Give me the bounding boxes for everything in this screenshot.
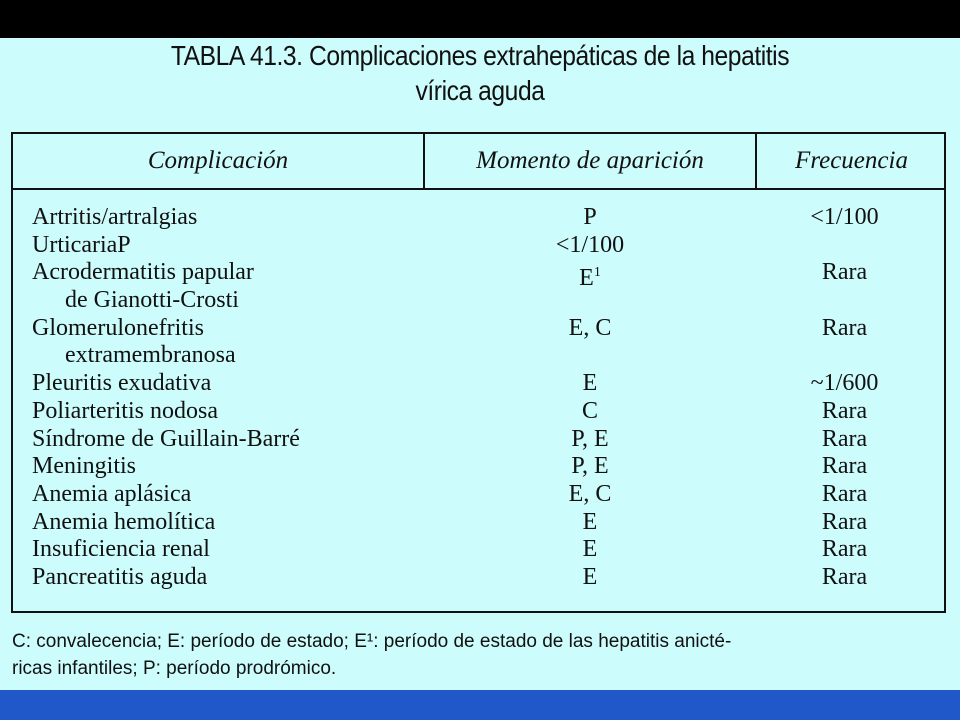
table-row	[13, 564, 944, 592]
cell-onset	[425, 315, 755, 342]
table-title-line-2: vírica aguda	[415, 75, 545, 106]
bottom-blue-bar	[0, 690, 960, 720]
cell-complication: UrticariaP	[32, 231, 131, 258]
footnote-line-1: C: convalecencia; E: período de estado; E¹: período de estado de las hepatitis anicté-	[12, 631, 732, 652]
cell-complication: de Gianotti-Crosti	[65, 287, 239, 314]
cell-frequency: ~1/600	[810, 370, 879, 397]
footnote-line-2: ricas infantiles; P: período prodrómico.	[12, 658, 337, 679]
cell-frequency: Rara	[821, 480, 868, 507]
cell-frequency: Rara	[821, 425, 868, 452]
table-row	[13, 453, 944, 481]
cell-frequency: Rara	[821, 536, 868, 563]
header-onset: Momento de aparición	[476, 147, 704, 174]
table-row	[13, 481, 944, 509]
cell-onset	[425, 398, 755, 425]
table-row	[13, 204, 944, 232]
cell-frequency: Rara	[821, 314, 868, 341]
table-row	[13, 342, 944, 370]
cell-onset-text: E	[582, 536, 598, 563]
table-row	[13, 315, 944, 343]
cell-complication: Pancreatitis aguda	[32, 563, 208, 590]
table-row	[13, 287, 944, 315]
cell-complication: Anemia hemolítica	[32, 508, 216, 535]
table-row	[13, 536, 944, 564]
cell-complication: Insuficiencia renal	[32, 536, 210, 563]
cell-frequency: <1/100	[810, 204, 879, 230]
cell-frequency: Rara	[821, 397, 868, 424]
cell-onset-text: C	[581, 397, 598, 424]
table-row	[13, 259, 944, 292]
cell-complication: Artritis/artralgias	[32, 204, 198, 230]
cell-onset	[425, 426, 755, 453]
cell-complication: Meningitis	[32, 453, 137, 480]
header-complication: Complicación	[147, 147, 289, 174]
cell-onset	[425, 536, 755, 563]
table-title-line-1: TABLA 41.3. Complicaciones extrahepáticas de la hepatitis	[170, 40, 790, 71]
cell-onset	[425, 204, 755, 231]
cell-onset-superscript: 1	[593, 265, 601, 281]
footnote	[12, 628, 952, 682]
cell-frequency: Rara	[821, 259, 868, 286]
cell-complication: Poliarteritis nodosa	[32, 397, 218, 424]
cell-onset-text: E, C	[568, 480, 612, 507]
table-body	[13, 204, 944, 592]
cell-onset-text: E	[582, 508, 598, 535]
cell-onset-text: <1/100	[555, 231, 625, 258]
cell-complication: Glomerulonefritis	[32, 314, 204, 341]
table-row	[13, 509, 944, 537]
cell-onset-text: E	[582, 370, 598, 397]
cell-frequency: Rara	[821, 508, 868, 535]
header-frequency: Frecuencia	[795, 147, 908, 174]
cell-onset	[425, 509, 755, 536]
cell-onset-text: E	[579, 265, 594, 292]
cell-onset-text: E	[582, 563, 598, 590]
cell-onset-text: E, C	[568, 314, 612, 341]
cell-onset-text: P, E	[571, 425, 609, 452]
cell-onset	[425, 453, 755, 480]
cell-onset	[425, 564, 755, 591]
table-header-row	[13, 134, 944, 190]
cell-onset-text: P, E	[571, 453, 609, 480]
table-row	[13, 370, 944, 398]
table-row	[13, 426, 944, 454]
cell-complication: Acrodermatitis papular	[32, 259, 254, 286]
cell-complication: Pleuritis exudativa	[32, 370, 212, 397]
top-black-bar	[0, 0, 960, 38]
cell-onset-text: P	[583, 204, 597, 230]
cell-onset	[425, 481, 755, 508]
complications-table	[11, 132, 946, 613]
cell-complication: Anemia aplásica	[32, 480, 192, 507]
cell-onset	[425, 370, 755, 397]
cell-complication: Síndrome de Guillain-Barré	[32, 425, 300, 452]
table-row	[13, 232, 944, 260]
table-row	[13, 398, 944, 426]
cell-frequency: Rara	[821, 453, 868, 480]
cell-frequency: Rara	[821, 563, 868, 590]
cell-onset	[425, 232, 755, 259]
cell-complication: extramembranosa	[65, 342, 236, 369]
